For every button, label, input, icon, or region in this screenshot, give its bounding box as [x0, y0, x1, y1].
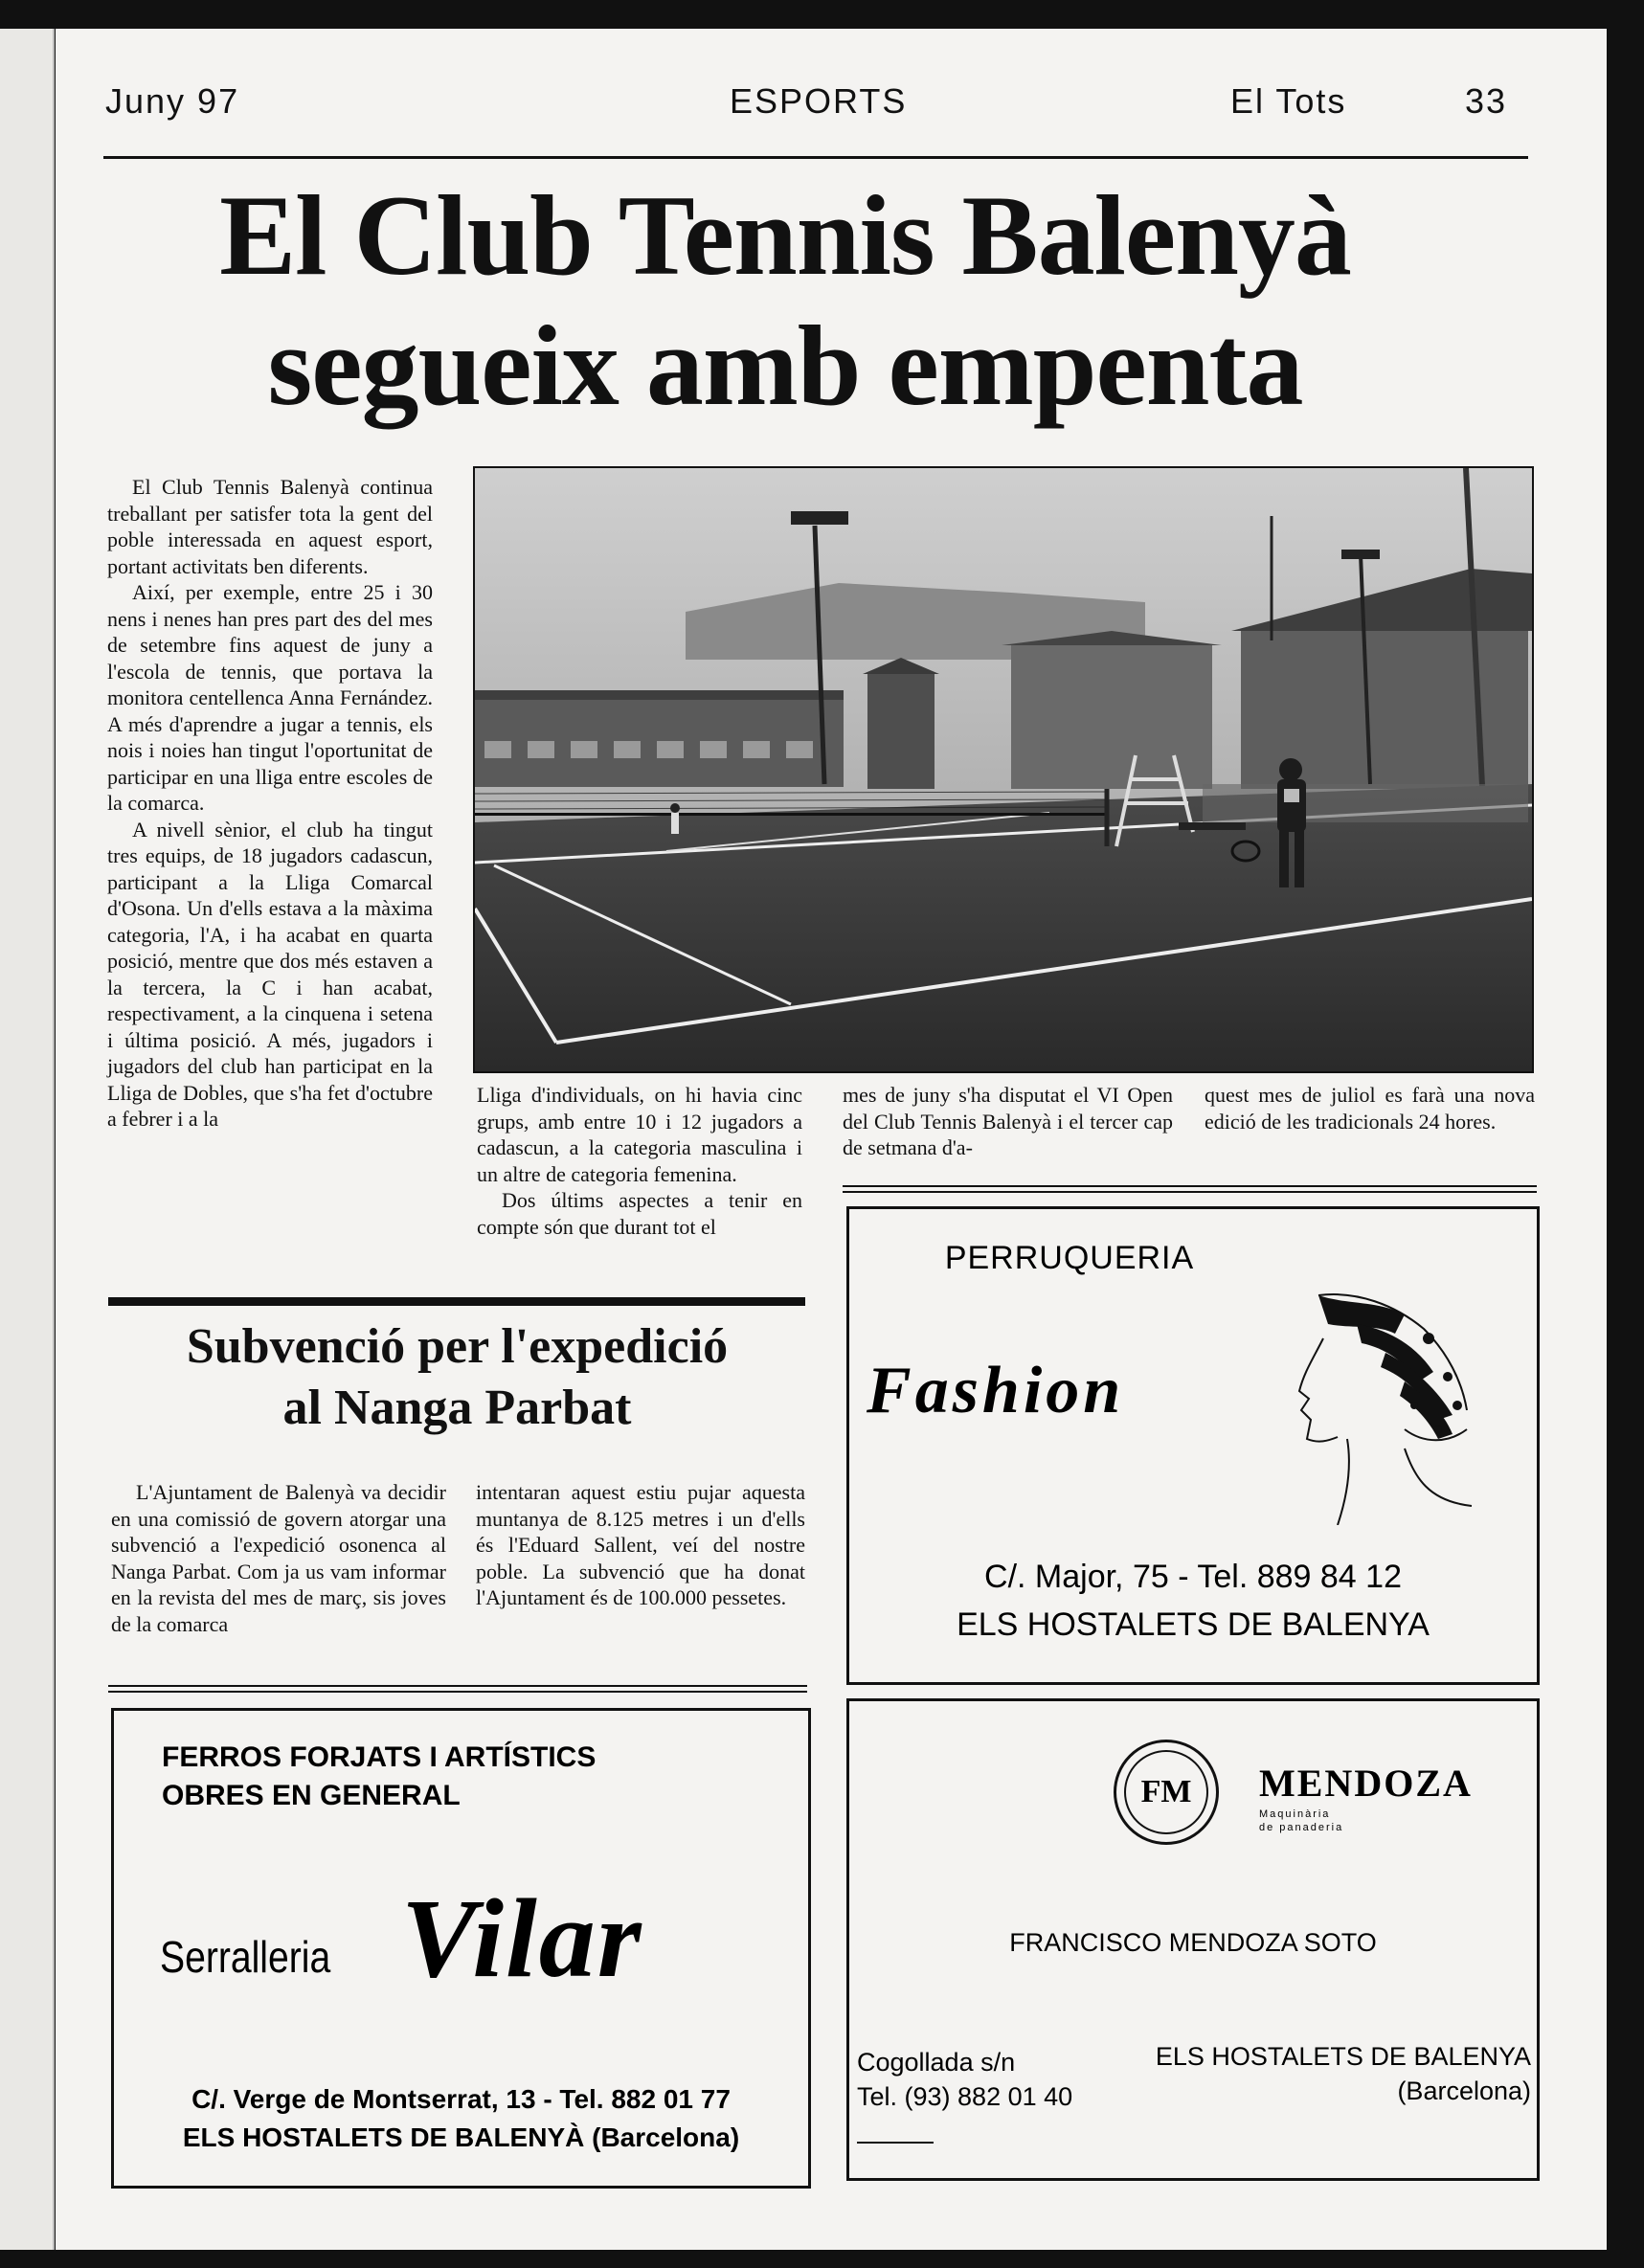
ad-divider-rule	[108, 1691, 807, 1693]
paragraph: intentaran aquest estiu pujar aquesta muntanya de 8.125 metres i un d'ells és l'Eduard Sallent, veí del nostre poble. La subvenció que ha donat l'Ajuntament és de 100.000 pessetes.	[476, 1480, 805, 1609]
header-rule	[103, 156, 1528, 159]
section-title: ESPORTS	[730, 81, 908, 121]
headline-line-1: El Club Tennis Balenyà	[219, 171, 1351, 299]
article-column-1	[107, 474, 433, 1133]
ad-vilar-town: ELS HOSTALETS DE BALENYÀ (Barcelona)	[182, 2122, 740, 2152]
sub-headline-line-2: al Nanga Parbat	[282, 1381, 632, 1435]
sub-article-headline	[110, 1316, 804, 1439]
headline-line-2: segueix amb empenta	[267, 302, 1303, 429]
publication-name: El Tots	[1230, 81, 1347, 121]
ad-mendoza-underline	[857, 2142, 934, 2144]
paragraph: Lliga d'individuals, on hi havia cinc grups, amb entre 10 i 12 jugadors a cadascun, a la categoria masculina i un altre de categoria femenina.	[477, 1083, 802, 1186]
sub-article-column-1	[111, 1479, 446, 1637]
ad-mendoza	[846, 1698, 1540, 2181]
adjacent-page-edge	[0, 29, 55, 2250]
ad-vilar-line-2: OBRES EN GENERAL	[162, 1780, 461, 1811]
sub-headline-line-1: Subvenció per l'expedició	[186, 1319, 729, 1374]
ad-divider-rule	[108, 1685, 807, 1687]
article-column-2	[477, 1082, 802, 1240]
woman-profile-icon	[1261, 1286, 1491, 1525]
ad-fashion-title: PERRUQUERIA	[944, 1240, 1195, 1276]
paragraph: Dos últims aspectes a tenir en compte són que durant tot el	[477, 1188, 802, 1239]
ad-vilar-label: Serralleria	[160, 1932, 331, 1982]
page-number: 33	[1465, 81, 1508, 121]
tennis-court-photo	[473, 466, 1534, 1073]
ad-mendoza-owner: FRANCISCO MENDOZA SOTO	[1009, 1928, 1377, 1957]
ad-vilar-line-1: FERROS FORJATS I ARTÍSTICS	[162, 1741, 597, 1773]
sub-article-column-2	[476, 1479, 805, 1611]
ad-fashion-address: C/. Major, 75 - Tel. 889 84 12	[984, 1559, 1402, 1595]
ad-mendoza-phone: Tel. (93) 882 01 40	[857, 2082, 1073, 2111]
ad-divider-rule	[843, 1185, 1537, 1187]
sub-article-top-rule	[108, 1297, 805, 1306]
paragraph: L'Ajuntament de Balenyà va decidir en una comissió de govern atorgar una subvenció a l'expedició osonenca al Nanga Parbat. Com ja us vam informar en la revista del mes de març, sis joves de la comarca	[111, 1480, 446, 1636]
paragraph: A nivell sènior, el club ha tingut tres equips, de 18 jugadors cadascun, participant a la Lliga Comarcal d'Osona. Un d'ells estava a la màxima categoria, l'A, i ha acabat en quarta posició, mentre que dos més estaven a la tercera, la C i han acabat, respectivament, a la cinquena i setena i última posició. A més, jugadors i jugadors del club han participat en la Lliga de Dobles, que s'ha fet d'octubre a febrer i a la	[107, 817, 433, 1131]
ad-fashion-town: ELS HOSTALETS DE BALENYA	[957, 1606, 1430, 1643]
ad-mendoza-tagline-2: de panaderia	[1259, 1822, 1344, 1833]
article-column-4: quest mes de juliol es farà una nova edició de les tradicionals 24 hores.	[1205, 1083, 1535, 1134]
paragraph: Així, per exemple, entre 25 i 30 nens i nenes han pres part des del mes de setembre fins aquest de juny a l'escola de tennis, que portava la monitora centellenca Anna Fernández. A més d'aprendre a jugar a tennis, els nois i noies han tingut l'oportunitat de participar en una lliga entre escoles de la comarca.	[107, 580, 433, 815]
ad-vilar-address: C/. Verge de Montserrat, 13 - Tel. 882 01 77	[191, 2084, 731, 2114]
issue-date: Juny 97	[105, 81, 240, 121]
ad-serralleria-vilar	[111, 1708, 811, 2189]
ad-divider-rule	[843, 1191, 1537, 1193]
ad-fashion-brand: Fashion	[867, 1354, 1125, 1427]
ad-vilar-brand: Vilar	[401, 1875, 643, 2001]
ad-mendoza-brand: MENDOZA	[1259, 1762, 1473, 1805]
paragraph: El Club Tennis Balenyà continua treballant per satisfer tota la gent del poble interessada en aquest esport, portant activitats ben diferents.	[107, 475, 433, 578]
article-column-3: mes de juny s'ha disputat el VI Open del Club Tennis Balenyà i el tercer cap de setmana d'a-	[843, 1083, 1173, 1159]
ad-perruqueria-fashion	[846, 1206, 1540, 1685]
ad-mendoza-town: ELS HOSTALETS DE BALENYA	[1155, 2042, 1531, 2071]
mendoza-logo-letters: FM	[1124, 1750, 1208, 1834]
ad-mendoza-tagline-1: Maquinària	[1259, 1808, 1331, 1820]
ad-mendoza-street: Cogollada s/n	[857, 2048, 1016, 2077]
mendoza-logo-icon	[1114, 1740, 1219, 1845]
article-headline	[105, 170, 1465, 431]
ad-mendoza-province: (Barcelona)	[1397, 2077, 1531, 2105]
